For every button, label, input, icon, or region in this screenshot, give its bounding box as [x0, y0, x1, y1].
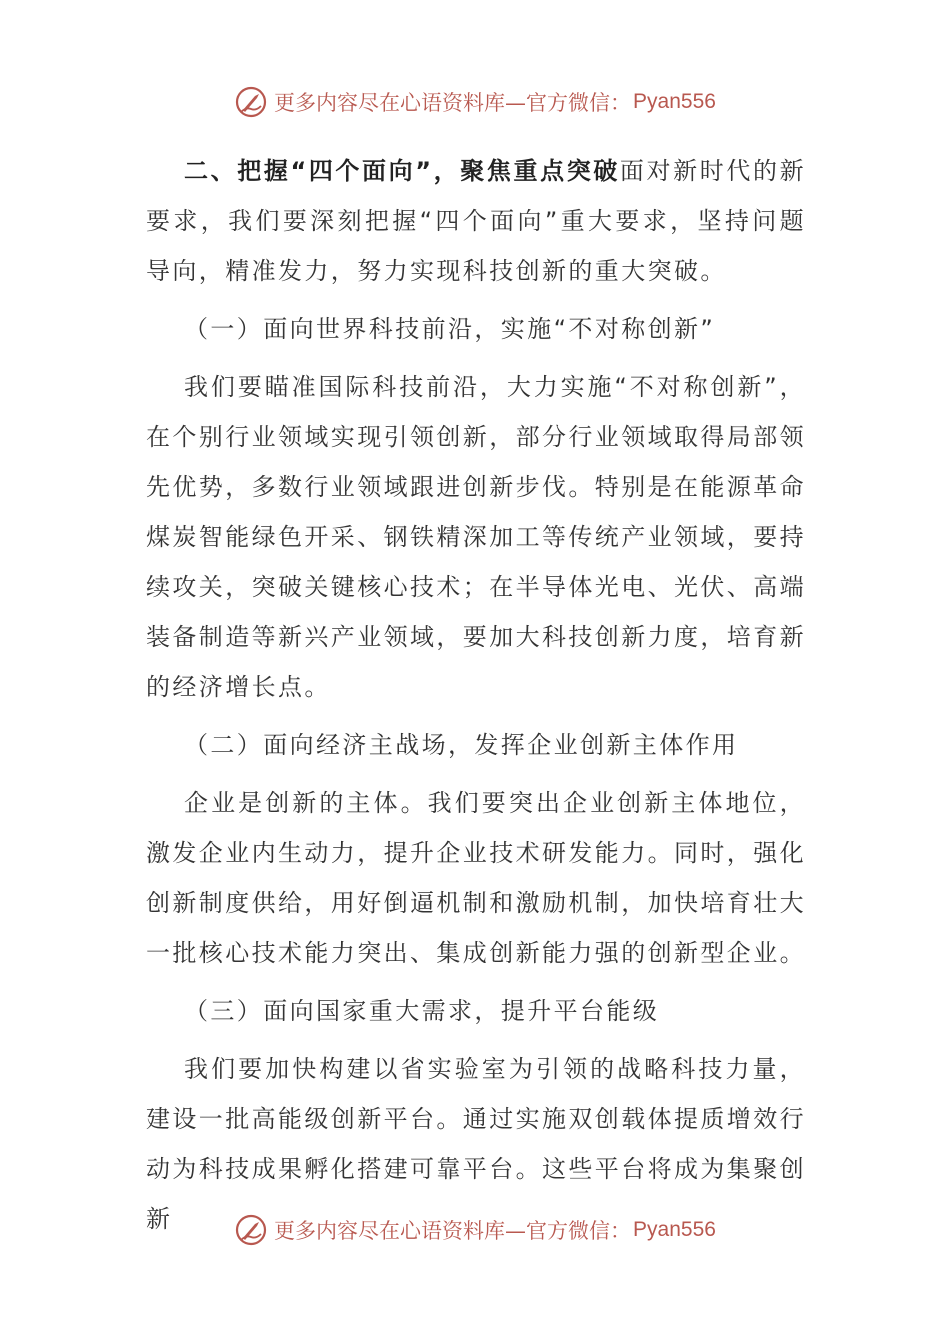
subsection-heading-2: （二）面向经济主战场，发挥企业创新主体作用 — [184, 731, 739, 759]
subsection-body-3: 我们要加快构建以省实验室为引领的战略科技力量，建设一批高能级创新平台。通过实施双创载体提质增效行动为科技成果孵化搭建可靠平台。这些平台将成为集聚创新 — [146, 1055, 806, 1233]
subsection-heading-3: （三）面向国家重大需求，提升平台能级 — [184, 997, 660, 1025]
header-banner — [0, 80, 950, 124]
banner-text: 更多内容尽在心语资料库—官方微信： — [274, 1219, 632, 1243]
section-title: 二、把握“四个面向”，聚焦重点突破 — [184, 157, 620, 185]
section-intro: 面对新时代的新要求，我们要深刻把握“四个面向”重大要求，坚持问题导向，精准发力，努力实现科技创新的重大突破。 — [146, 157, 806, 285]
section-paragraph — [146, 146, 806, 296]
footer-banner — [0, 1208, 950, 1252]
document-body — [146, 146, 806, 1244]
subsection-body-1: 我们要瞄准国际科技前沿，大力实施“不对称创新”，在个别行业领域实现引领创新，部分行业领域取得局部领先优势，多数行业领域跟进创新步伐。特别是在能源革命煤炭智能绿色开采、钢铁精深加工等传统产业领域，要持续攻关，突破关键核心技术；在半导体光电、光伏、高端装备制造等新兴产业领域，要加大科技创新力度，培育新的经济增长点。 — [146, 373, 806, 701]
banner-text: 更多内容尽在心语资料库—官方微信： — [274, 91, 632, 115]
subsection-body-2: 企业是创新的主体。我们要突出企业创新主体地位，激发企业内生动力，提升企业技术研发能力。同时，强化创新制度供给，用好倒逼机制和激励机制，加快培育壮大一批核心技术能力突出、集成创新能力强的创新型企业。 — [146, 789, 806, 967]
pen-seal-icon — [234, 1213, 268, 1247]
subsection-heading-1: （一）面向世界科技前沿，实施“不对称创新” — [184, 315, 716, 343]
pen-seal-icon — [234, 85, 268, 119]
banner-wechat-id: Pyan556 — [633, 1218, 716, 1241]
banner-wechat-id: Pyan556 — [633, 90, 716, 113]
